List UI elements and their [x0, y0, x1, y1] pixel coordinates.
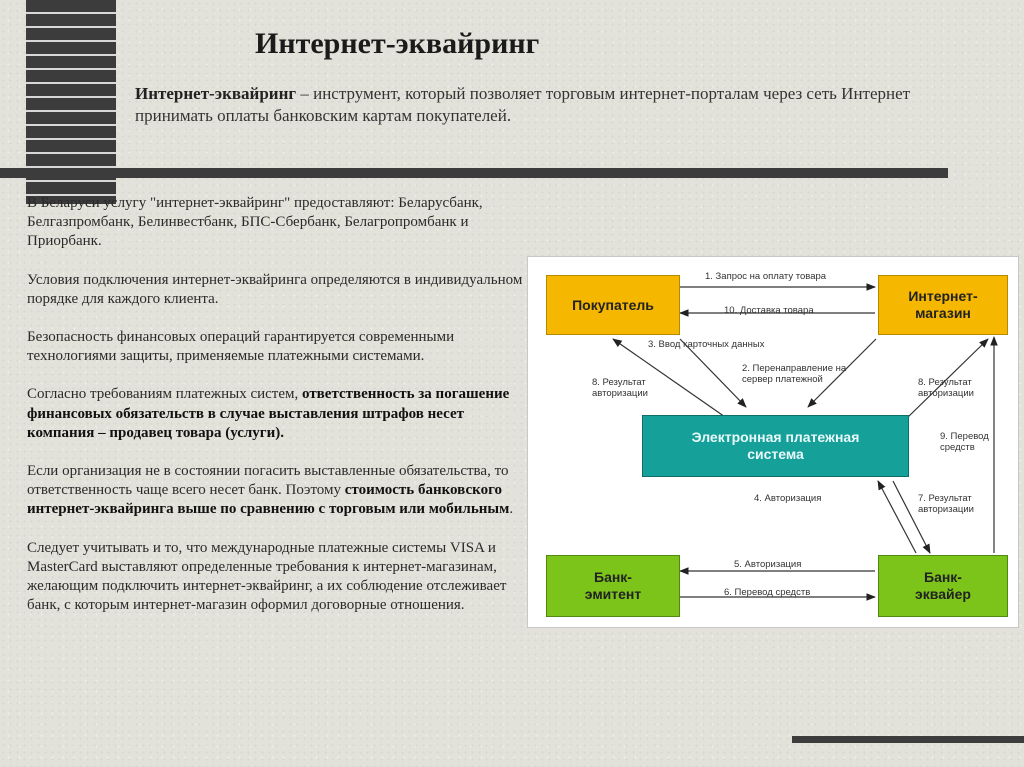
responsibility-text: Согласно требованиям платежных систем,	[27, 386, 303, 403]
body-text	[27, 194, 527, 634]
node-eps	[642, 415, 909, 477]
label-5: 5. Авторизация	[734, 559, 802, 570]
node-acquirer-label: Банк-эквайер	[915, 569, 971, 602]
node-issuer-label: Банк-эмитент	[584, 569, 642, 602]
label-3: 3. Ввод карточных данных	[648, 339, 765, 350]
node-issuer	[546, 555, 680, 617]
label-8a: 8. Результат авторизации	[592, 377, 648, 399]
label-8b: 8. Результат авторизации	[918, 377, 974, 399]
label-6: 6. Перевод средств	[724, 587, 811, 598]
paragraph-responsibility	[27, 385, 527, 443]
definition-term: Интернет-эквайринг	[135, 84, 297, 103]
cost-text: Если организация не в состоянии погасить выставленные обязательства, то ответственность чаще всего несет банк. Поэтому	[27, 463, 509, 499]
label-7: 7. Результат авторизации	[918, 493, 974, 515]
paragraph-cost	[27, 462, 527, 520]
definition	[135, 83, 975, 127]
node-shop	[878, 275, 1008, 335]
label-4: 4. Авторизация	[754, 493, 822, 504]
title-divider	[0, 168, 948, 178]
node-shop-label: Интернет-магазин	[908, 288, 978, 321]
arrow-7	[878, 481, 916, 553]
cost-end: .	[509, 501, 514, 518]
paragraph-security: Безопасность финансовых операций гарантируется современными технологиями защиты, применяемые платежными системами.	[27, 329, 455, 365]
bottom-divider	[792, 736, 1024, 743]
node-acquirer	[878, 555, 1008, 617]
acquiring-diagram	[527, 256, 1019, 628]
paragraph-banks: В Беларуси услугу "интернет-эквайринг" предоставляют: Беларусбанк, Белгазпромбанк, Белинвестбанк, БПС-Сбербанк, Белагропромбанк и Приорбанк.	[27, 195, 483, 250]
responsibility-bold: ответственность за погашение финансовых обязательств в случае выставления штрафов несет компания – продавец товара (услуги).	[27, 386, 510, 441]
node-eps-label: Электронная платежная система	[691, 429, 860, 462]
slide-title: Интернет-эквайринг	[255, 27, 540, 60]
arrow-4	[893, 481, 930, 553]
paragraph-conditions: Условия подключения интернет-эквайринга определяются в индивидуальном порядке для каждого клиента.	[27, 271, 523, 307]
definition-text: – инструмент, который позволяет торговым интернет-порталам через сеть Интернет принимать оплаты банковским картам покупателей.	[135, 84, 911, 125]
label-2: 2. Перенаправление на сервер платежной	[742, 363, 847, 385]
label-10: 10. Доставка товара	[724, 305, 814, 316]
node-buyer	[546, 275, 680, 335]
label-9: 9. Перевод средств	[940, 431, 989, 453]
paragraph-visa: Следует учитывать и то, что международные платежные системы VISA и MasterCard выставляют определенные требования к интернет-магазинам, желающим подключить интернет-эквайринг, а их соблюдение отслеживает банк, с которым интернет-магазин оформил договорные отношения.	[27, 539, 507, 614]
node-buyer-label: Покупатель	[572, 296, 654, 313]
cost-bold: стоимость банковского интернет-эквайринга выше по сравнению с торговым или мобильным	[27, 482, 510, 518]
label-1: 1. Запрос на оплату товара	[705, 271, 827, 282]
